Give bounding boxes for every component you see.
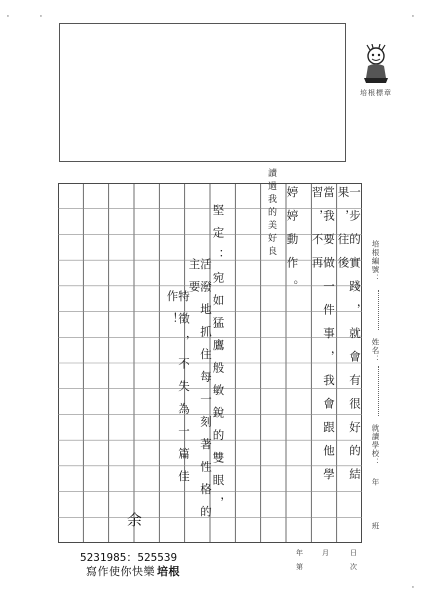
corner-mark: ': [7, 14, 9, 22]
name-label: 姓名：: [371, 338, 380, 364]
date-year-label: 年: [296, 549, 303, 557]
essay-column: 一步的實踐，就會有很好的結果，往後: [336, 186, 362, 492]
essay-column: 婷婷動作。: [285, 186, 300, 304]
mascot-caption: 培根標章: [360, 89, 392, 97]
essay-column: 特徵，不失為一篇佳作！: [165, 290, 191, 493]
date-month-label: 月: [322, 549, 329, 557]
footer-code: 5231985：525539: [80, 551, 178, 564]
corner-mark: ': [40, 14, 42, 22]
footer-slogan: [86, 563, 180, 579]
essay-column: 堅定：宛如猛鷹般敏銳的雙眼，: [211, 204, 226, 519]
essay-column: 當我要做一件事，我會跟他學習，不再: [310, 186, 336, 492]
slogan-text: 寫作使你快樂: [86, 565, 155, 578]
class-label: 班: [371, 522, 380, 531]
name-line: [378, 366, 379, 416]
bacon-number-label: 培根編號：: [371, 240, 380, 283]
stamp-box: [59, 23, 346, 162]
school-label: 就讀學校：: [371, 424, 380, 467]
date-day-label: 日: [350, 549, 357, 557]
corner-mark: ': [412, 14, 414, 22]
corner-mark: ': [412, 585, 414, 593]
year-label: 年: [371, 478, 380, 487]
margin-comment: 讀過我的美好良: [266, 168, 276, 259]
grader-mark: 余: [125, 512, 143, 527]
footer-logo: 培根: [157, 565, 180, 578]
essay-column: 活潑地抓住每一刻著性格的主要: [187, 258, 213, 528]
bacon-number-line: [378, 290, 379, 330]
mascot-logo: [362, 44, 390, 84]
date-nth-label: 第: [296, 563, 303, 571]
date-times-label: 次: [350, 563, 357, 571]
